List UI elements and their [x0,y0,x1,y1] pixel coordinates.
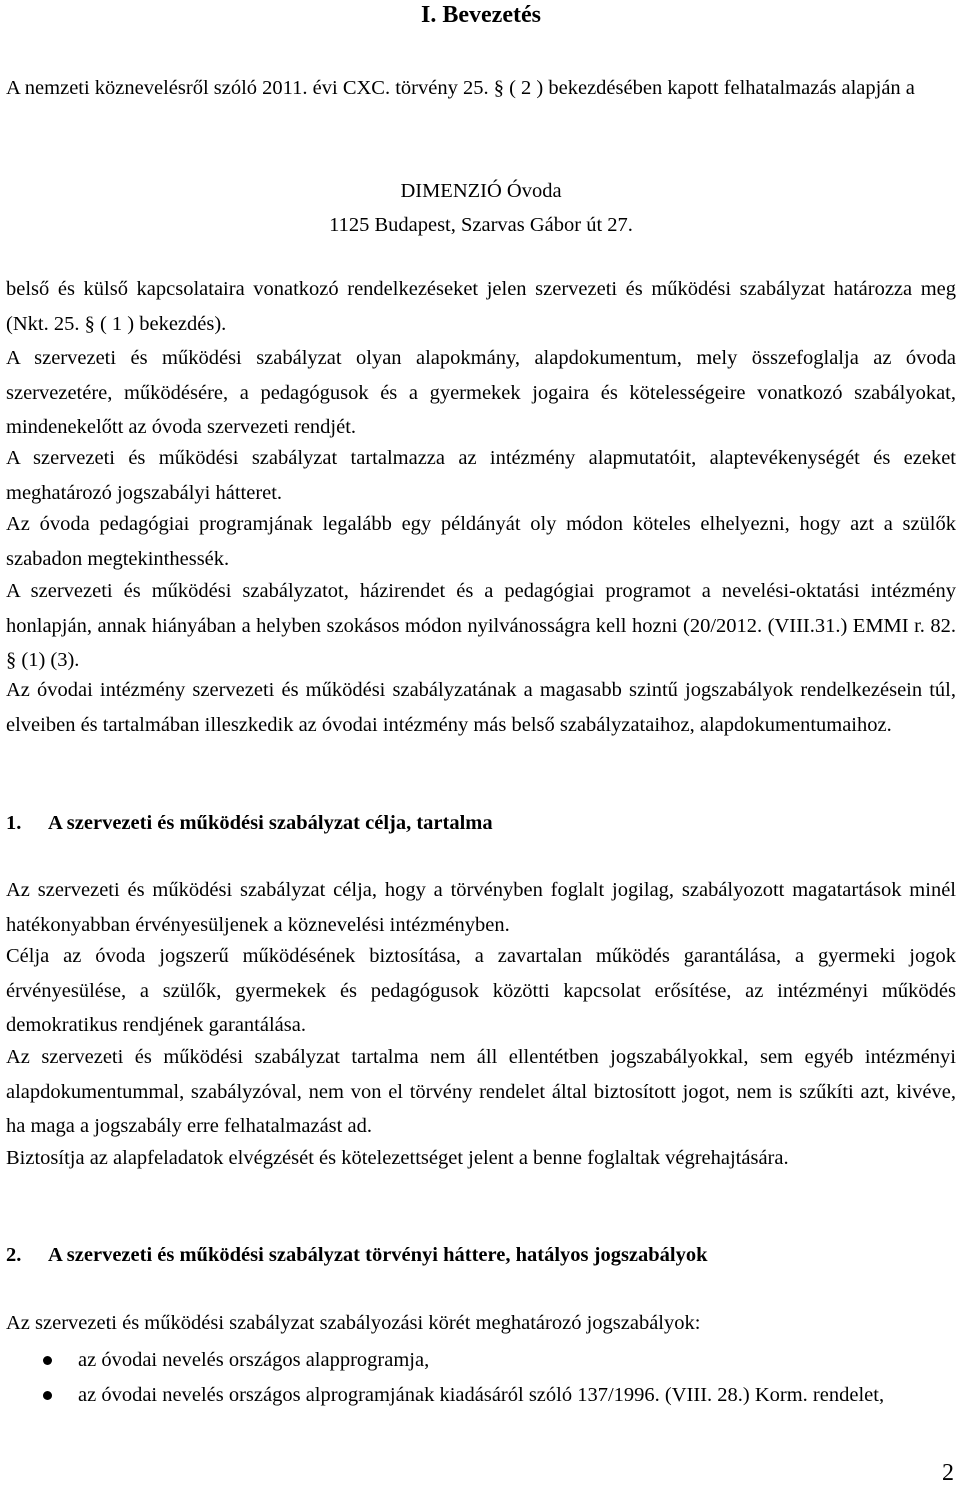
intro-paragraph-3: A szervezeti és működési szabályzat tartalmazza az intézmény alapmutatóit, alaptevékenységét és ezeket meghatározó jogszabályi hátteret. [6,447,956,504]
intro-paragraph-6: Az óvodai intézmény szervezeti és működési szabályzatának a magasabb szintű jogszabályok rendelkezésein túl, elveiben és tartalmában illeszkedik az óvodai intézmény más belső szabályzataihoz, alapdokumentumaihoz. [6,679,956,736]
section-1-paragraph-1: Az szervezeti és működési szabályzat célja, hogy a törvényben foglalt jogilag, szabályozott magatartások minél hatékonyabban érvényesüljenek a köznevelési intézményben. [6,879,956,936]
page-number: 2 [942,1460,954,1486]
list-item [6,1378,956,1413]
intro-paragraph-4: Az óvoda pedagógiai programjának legalább egy példányát oly módon köteles elhelyezni, hogy azt a szülők szabadon megtekinthessék. [6,513,956,570]
intro-paragraph-1: belső és külső kapcsolataira vonatkozó rendelkezéseket jelen szervezeti és működési szabályzat határozza meg (Nkt. 25. § ( 1 ) bekezdés). [6,278,956,335]
intro-paragraph-2: A szervezeti és működési szabályzat olyan alapokmány, alapdokumentum, mely összefoglalja az óvoda szervezetére, működésére, a pedagógusok és a gyermekek jogaira és kötelességeire vonatkozó szabályokat, mindenekelőtt az óvoda szervezeti rendjét. [6,347,956,438]
list-item-text: az óvodai nevelés országos alapprogramja, [78,1349,430,1371]
page-title: I. Bevezetés [421,2,541,28]
section-2-number: 2. [6,1244,22,1266]
intro-paragraph: A nemzeti köznevelésről szóló 2011. évi CXC. törvény 25. § ( 2 ) bekezdésében kapott felhatalmazás alapján a [6,77,915,99]
intro-paragraph-5: A szervezeti és működési szabályzatot, házirendet és a pedagógiai programot a nevelési-oktatási intézmény honlapján, annak hiányában a helyben szokásos módon nyilvánosságra kell hozni (20/2012. (VIII.31.) EMMI r. 82. § (1) (3). [6,580,956,671]
institution-address: 1125 Budapest, Szarvas Gábor út 27. [329,214,633,236]
section-1-paragraph-3: Az szervezeti és működési szabályzat tartalma nem áll ellentétben jogszabályokkal, sem egyéb intézményi alapdokumentummal, szabályzóval, nem von el törvény rendelet által biztosított jogot, nem is szűkíti azt, kivéve, ha maga a jogszabály erre felhatalmazást ad. [6,1046,956,1137]
bullet-icon [43,1391,52,1400]
section-1-paragraph-2: Célja az óvoda jogszerű működésének biztosítása, a zavartalan működés garantálása, a gyermeki jogok érvényesülése, a szülők, gyermekek és pedagógusok közötti kapcsolat erősítése, az intézményi működés demokratikus rendjének garantálása. [6,945,956,1036]
list-item [6,1343,956,1378]
section-1-paragraph-4: Biztosítja az alapfeladatok elvégzését és kötelezettséget jelent a benne foglaltak végrehajtására. [6,1147,789,1169]
section-1-number: 1. [6,812,22,834]
section-2-heading [6,1244,956,1267]
section-2-title: A szervezeti és működési szabályzat törvényi háttere, hatályos jogszabályok [48,1244,708,1266]
bullet-icon [43,1356,52,1365]
institution-name: DIMENZIÓ Óvoda [400,180,562,202]
section-2-intro: Az szervezeti és működési szabályzat szabályozási körét meghatározó jogszabályok: [6,1312,701,1334]
section-2-bullet-list [6,1343,956,1412]
list-item-text: az óvodai nevelés országos alprogramjának kiadásáról szóló 137/1996. (VIII. 28.) Korm. rendelet, [78,1383,885,1406]
section-1-title: A szervezeti és működési szabályzat célja, tartalma [48,812,493,834]
section-1-heading [6,812,956,835]
